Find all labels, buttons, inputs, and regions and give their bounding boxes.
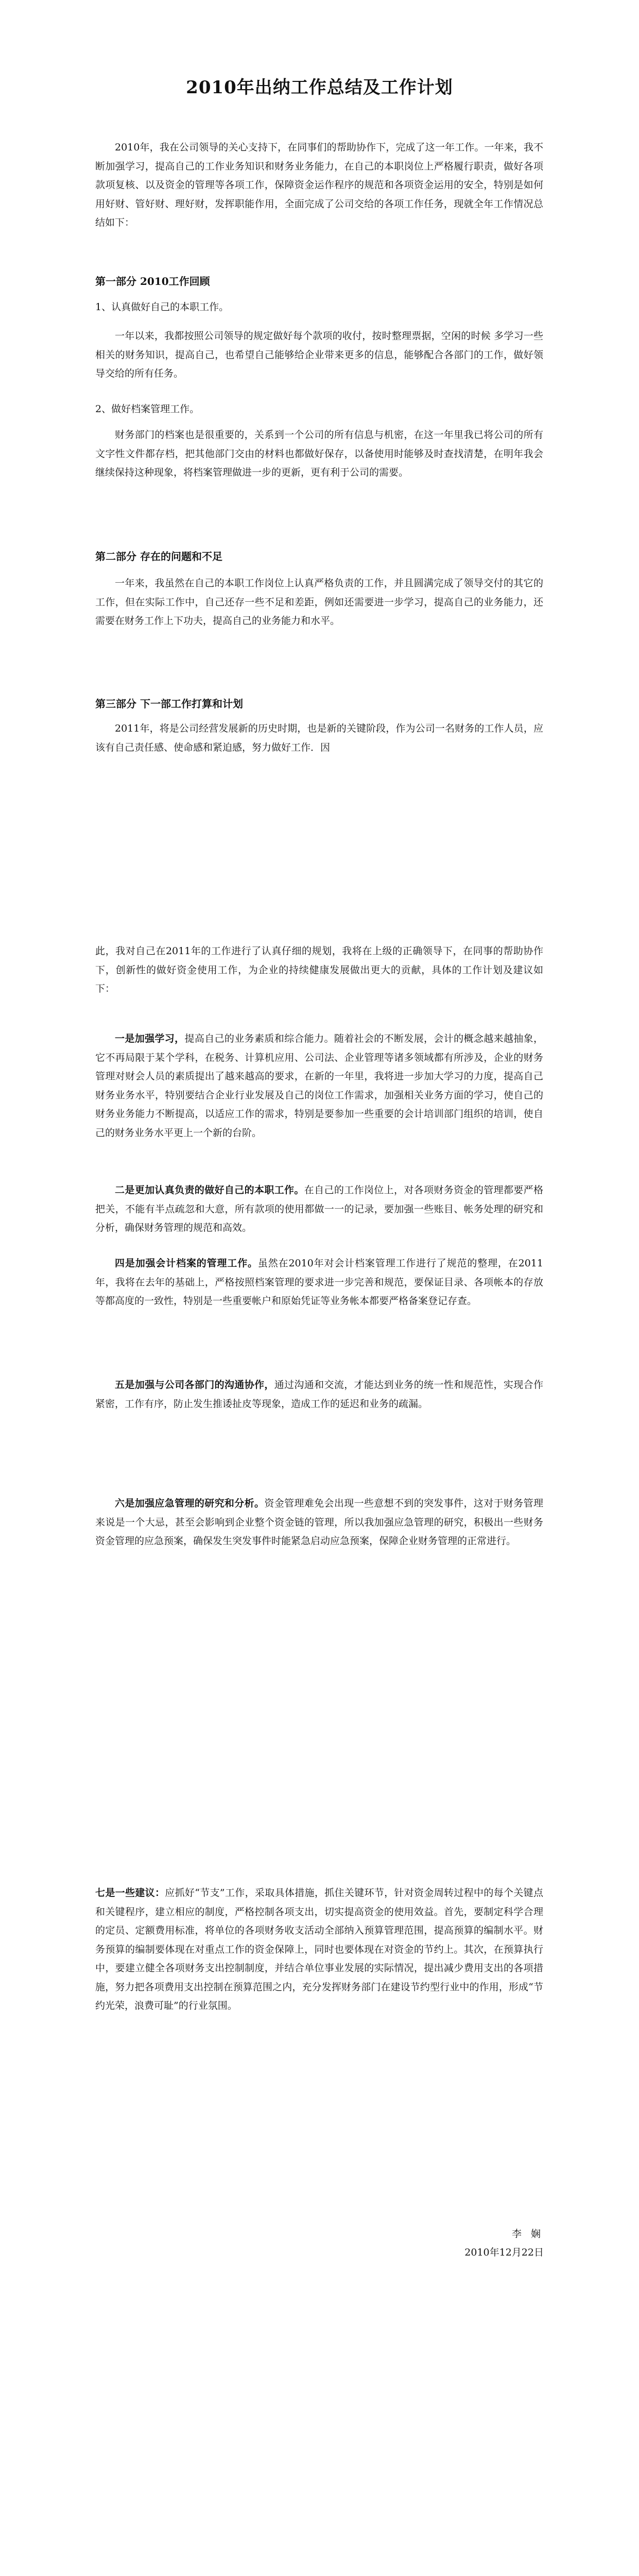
intro-paragraph: 2010年，我在公司领导的关心支持下，在同事们的帮助协作下，完成了这一年工作。一年来，我不断加强学习，提高自己的工作业务知识和财务业务能力，在自己的本职岗位上严格履行职责，做好各项款项复核、以及资金的管理等各项工作，保障资金运作程序的规范和各项资金运用的安全，特别是如何用好财、管好财、理好财，发挥职能作用，全面完成了公司交给的各项工作任务，现就全年工作情况总结如下： <box>95 142 543 228</box>
part2-body: 一年来，我虽然在自己的本职工作岗位上认真严格负责的工作，并且圆满完成了领导交付的其它的工作，但在实际工作中，自己还存一些不足和差距，例如还需要进一步学习，提高自己的业务能力，还需要在财务工作上下功夫，提高自己的业务能力和水平。 <box>95 578 543 626</box>
plan-point-emergency <box>95 1494 543 1551</box>
part3-body-start: 2011年，将是公司经营发展新的历史时期，也是新的关键阶段，作为公司一名财务的工作人员，应该有自己责任感、使命感和紧迫感，努力做好工作．因 <box>95 723 543 753</box>
plan-point-archive-body: 虽然在2010年对会计档案管理工作进行了规范的整理，在2011年，我将在去年的基础上，严格按照档案管理的要求进一步完善和规范，要保证目录、各项帐本的存放等都高度的一致性，特别是一些重要帐户和原始凭证等业务帐本都要严格备案登记存查。 <box>95 1258 543 1307</box>
page-title: 2010年出纳工作总结及工作计划 <box>186 77 453 98</box>
part2-heading: 第二部分 存在的问题和不足 <box>95 550 222 563</box>
plan-point-archive <box>95 1254 543 1311</box>
plan-point-duty-body: 在自己的工作岗位上，对各项财务资金的管理都要严格把关，不能有半点疏忽和大意，所有款项的使用都做一一的记录，要加强一些账目、帐务处理的研究和分析，确保财务管理的规范和高效。 <box>95 1184 543 1233</box>
plan-point-study-lead: 一是加强学习， <box>115 1033 185 1044</box>
part1-heading: 第一部分 2010工作回顾 <box>95 275 210 287</box>
plan-point-duty-lead: 二是更加认真负责的做好自己的本职工作。 <box>115 1184 304 1196</box>
part1-item2-body: 财务部门的档案也是很重要的，关系到一个公司的所有信息与机密，在这一年里我已将公司的所有文字性文件都存档，把其他部门交由的材料也都做好保存，以备使用时能够及时查找清楚，在明年我会继续保持这种现象，将档案管理做进一步的更新，更有利于公司的需要。 <box>95 429 543 478</box>
part3-body-continued: 此，我对自己在2011年的工作进行了认真仔细的规划，我将在上级的正确领导下，在同事的帮助协作下，创新性的做好资金使用工作，为企业的持续健康发展做出更大的贡献，具体的工作计划及建议如下： <box>95 945 543 994</box>
signature-date: 2010年12月22日 <box>464 2247 544 2258</box>
part1-item1-title: 1、认真做好自己的本职工作。 <box>95 301 229 313</box>
plan-point-suggestions-body: 应抓好“节支”工作，采取具体措施，抓住关键环节，针对资金周转过程中的每个关键点和关键程序，建立相应的制度，严格控制各项支出，切实提高资金的使用效益。首先，要制定科学合理的定员、定额费用标准，将单位的各项财务收支活动全部纳入预算管理范围，提高预算的编制水平。财务预算的编制要体现在对重点工作的资金保障上，同时也要体现在对资金的节约上。其次，在预算执行中，要建立健全各项财务支出控制制度，并结合单位事业发展的实际情况，提出减少费用支出的各项措施，努力把各项费用支出控制在预算范围之内，充分发挥财务部门在建设节约型行业中的作用，形成“节约光荣，浪费可耻”的行业氛围。 <box>95 1887 543 2011</box>
plan-point-duty <box>95 1181 543 1238</box>
part3-heading: 第三部分 下一部工作打算和计划 <box>95 698 243 710</box>
part1-item1-body: 一年以来，我都按照公司领导的规定做好每个款项的收付，按时整理票据，空闲的时候 多学习一些相关的财务知识，提高自己，也希望自己能够给企业带来更多的信息，能够配合各部门的工作，做好领导交给的所有任务。 <box>95 330 543 379</box>
plan-point-emergency-lead: 六是加强应急管理的研究和分析。 <box>115 1498 265 1509</box>
plan-point-study-body: 提高自己的业务素质和综合能力。随着社会的不断发展，会计的概念越来越抽象，它不再局限于某个学科，在税务、计算机应用、公司法、企业管理等诸多领域都有所涉及，企业的财务管理对财会人员的素质提出了越来越高的要求，在新的一年里，我将进一步加大学习的力度，提高自己财务业务水平，特别要结合企业行业发展及自己的岗位工作需求，加强相关业务方面的学习，使自己的财务业务能力不断提高，以适应工作的需求，特别是要参加一些重要的会计培训部门组织的培训，使自己的财务业务水平更上一个新的台阶。 <box>95 1033 543 1139</box>
plan-point-communication-body: 通过沟通和交流，才能达到业务的统一性和规范性，实现合作紧密，工作有序，防止发生推诿扯皮等现象，造成工作的延迟和业务的疏漏。 <box>95 1379 543 1410</box>
part1-item2-title: 2、做好档案管理工作。 <box>95 403 200 415</box>
plan-point-emergency-body: 资金管理难免会出现一些意想不到的突发事件，这对于财务管理来说是一个大忌，甚至会影响到企业整个资金链的管理，所以我加强应急管理的研究，积极出一些财务资金管理的应急预案，确保发生突发事件时能紧急启动应急预案，保障企业财务管理的正常进行。 <box>95 1498 543 1547</box>
signature-name: 李 娴 <box>511 2228 544 2240</box>
plan-point-suggestions-lead: 七是一些建议： <box>95 1887 165 1899</box>
plan-point-communication <box>95 1376 543 1413</box>
plan-point-study <box>95 1029 543 1142</box>
plan-point-communication-lead: 五是加强与公司各部门的沟通协作， <box>115 1379 274 1391</box>
plan-point-archive-lead: 四是加强会计档案的管理工作。 <box>115 1258 258 1269</box>
plan-point-suggestions <box>95 1884 543 2015</box>
